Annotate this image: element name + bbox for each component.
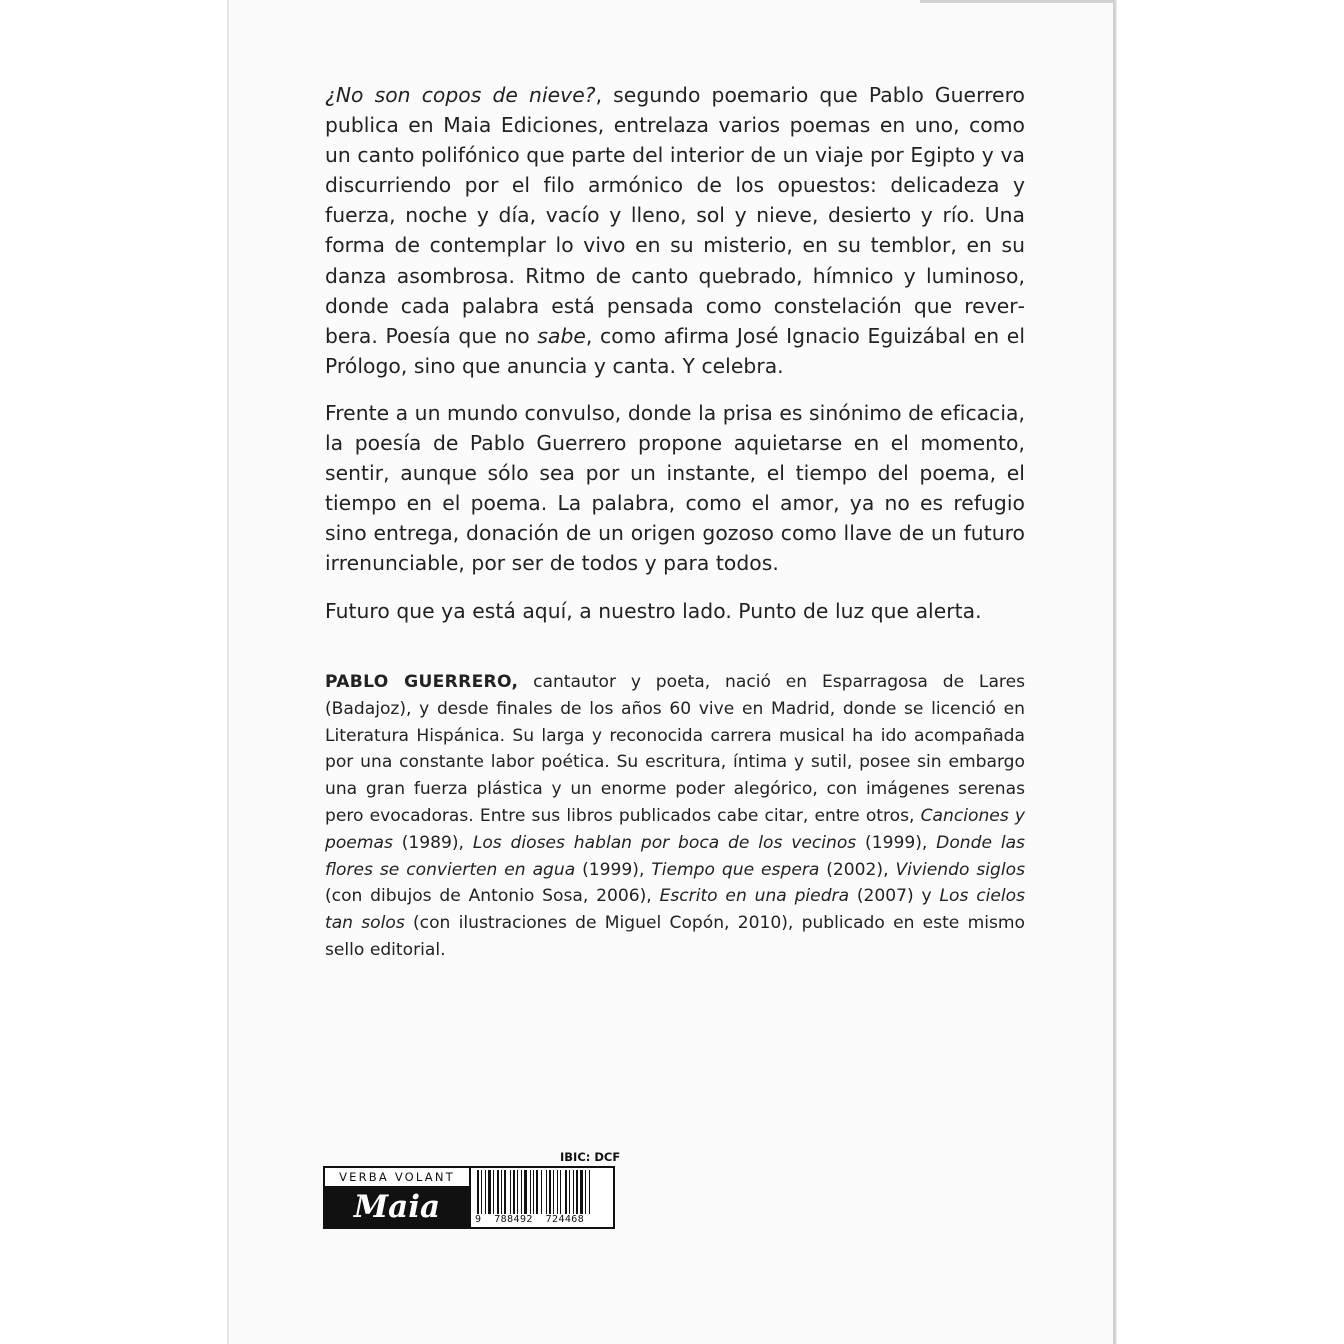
blurb-paragraph-1 xyxy=(325,80,1025,381)
emphasis: sabe xyxy=(537,323,586,348)
book-title: Escrito en una piedra xyxy=(659,886,850,907)
book-title: Canciones y poemas xyxy=(325,805,1025,853)
book-title: Donde las flores se convierten en agua xyxy=(325,832,1025,880)
bio-text: cantautor y poeta, nació en Esparragosa de Lares (Badajoz), y desde finales de los años 60 vive en Madrid, donde se licenció en Literatura Hispánica. Su larga y reconocida carrera musical ha ido acompañada por una constante labor poética. Su escritura, íntima y sutil, posee sin embargo una gran fuerza plástica y un enorme poder alegórico, con imágenes serenas pero evocadoras. Entre sus libros publicados cabe citar, entre otros, xyxy=(325,672,1025,826)
author-name: PABLO GUERRERO, xyxy=(325,672,519,692)
blurb-paragraph-3: Futuro que ya está aquí, a nuestro lado. Punto de luz que alerta. xyxy=(325,598,982,623)
cover-top-edge xyxy=(920,0,1115,3)
book-title: Viviendo siglos xyxy=(895,859,1025,880)
blurb-text: , como afirma José Ignacio Eguizábal en el Prólogo, sino que anuncia y canta. Y celebra. xyxy=(325,323,1026,378)
publisher-logo xyxy=(325,1168,471,1227)
author-bio xyxy=(325,669,1025,964)
author-bio-paragraph xyxy=(325,669,1025,964)
bio-text: (2007) y xyxy=(849,886,940,907)
blurb-paragraph-2: Frente a un mundo convulso, donde la prisa es sinónimo de eficacia, la poesía de Pablo Guerrero propone aquietarse en el momento, sentir, aunque sólo sea por un instante, el tiempo del poema, el tiempo en el poema. La palabra, como el amor, ya no es refugio sino entrega, donación de un origen gozoso como llave de un futuro irrenunciable, por ser de todos y para todos. xyxy=(325,400,1025,576)
blurb-text: , segundo poemario que Pablo Guerrero publica en Maia Ediciones, entrelaza varios poemas en uno, como un canto polifónico que parte del interior de un viaje por Egipto y va discurriendo por el filo armónico de los opuestos: delicadeza y fuerza, noche y día, vacío y lleno, sol y nieve, desierto y río. Una forma de contemplar lo vivo en su misterio, en su temblor, en su danza asombrosa. Ritmo de canto quebrado, hímnico y luminoso, donde cada palabra está pensada como constelación que reverbera. Poesía que no xyxy=(325,83,1025,348)
ibic-code: IBIC: DCF xyxy=(560,1150,621,1164)
publisher-name: Maia xyxy=(325,1188,469,1227)
book-title: Tiempo que espera xyxy=(651,859,820,880)
bio-text: (2002), xyxy=(819,859,896,880)
bio-text: (1989), xyxy=(392,832,473,853)
cover-edge xyxy=(1114,0,1117,1344)
blurb xyxy=(325,80,1025,643)
book-title: Los cielos tan solos xyxy=(325,886,1026,934)
book-title: ¿No son copos de nieve? xyxy=(325,83,596,107)
series-label: VERBA VOLANT xyxy=(325,1168,469,1188)
barcode-panel xyxy=(323,1166,615,1229)
isbn-digits: 9 788492 724468 xyxy=(475,1214,585,1225)
bio-text: (con ilustraciones de Miguel Copón, 2010), publicado en este mismo sello editorial. xyxy=(325,913,1026,960)
bio-text: (con dibujos de Antonio Sosa, 2006), xyxy=(325,886,660,907)
book-title: Los dioses hablan por boca de los vecinos xyxy=(472,832,857,853)
bio-text: (1999), xyxy=(856,832,937,853)
isbn-barcode xyxy=(475,1170,611,1214)
bio-text: (1999), xyxy=(575,859,652,880)
